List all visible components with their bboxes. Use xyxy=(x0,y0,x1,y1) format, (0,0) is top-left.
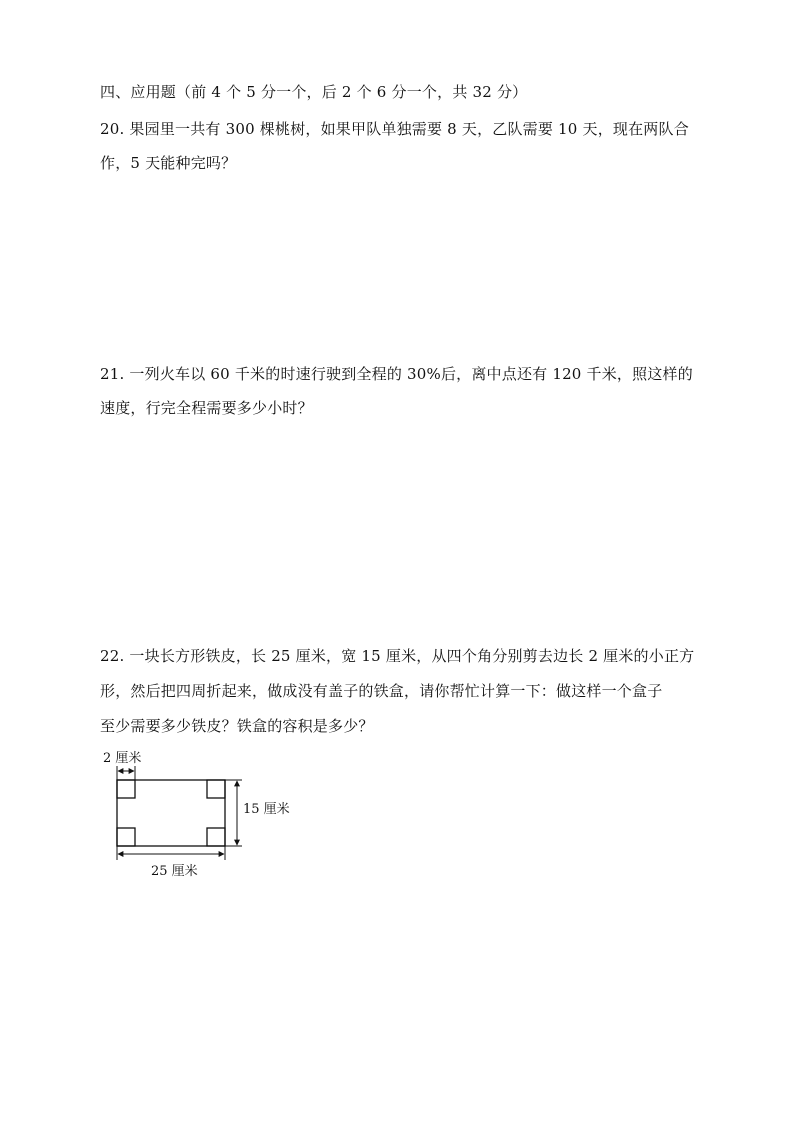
corner-square-top-right xyxy=(207,780,225,798)
corner-square-top-left xyxy=(117,780,135,798)
question-21-line-1: 21. 一列火车以 60 千米的时速行驶到全程的 30%后，离中点还有 120 千米，照这样的 xyxy=(100,365,693,383)
corner-square-bottom-right xyxy=(207,828,225,846)
corner-square-bottom-left xyxy=(117,828,135,846)
question-20-line-1: 20. 果园里一共有 300 棵桃树，如果甲队单独需要 8 天，乙队需要 10 天，现在两队合 xyxy=(100,120,689,138)
question-22-line-1: 22. 一块长方形铁皮，长 25 厘米，宽 15 厘米，从四个角分别剪去边长 2 厘米的小正方 xyxy=(100,647,695,665)
corner-size-label: 2 厘米 xyxy=(103,751,142,766)
question-22-line-3: 至少需要多少铁皮？铁盒的容积是多少？ xyxy=(100,717,374,735)
width-label: 25 厘米 xyxy=(151,864,198,879)
section-title: 四、应用题（前 4 个 5 分一个，后 2 个 6 分一个，共 32 分） xyxy=(100,83,528,101)
question-20-line-2: 作，5 天能种完吗？ xyxy=(100,154,237,172)
iron-sheet-figure xyxy=(100,748,300,883)
question-22-line-2: 形，然后把四周折起来，做成没有盖子的铁盒，请你帮忙计算一下：做这样一个盒子 xyxy=(100,682,663,700)
question-21-line-2: 速度，行完全程需要多少小时？ xyxy=(100,399,313,417)
height-label: 15 厘米 xyxy=(243,802,290,817)
sheet-outline xyxy=(117,780,225,846)
